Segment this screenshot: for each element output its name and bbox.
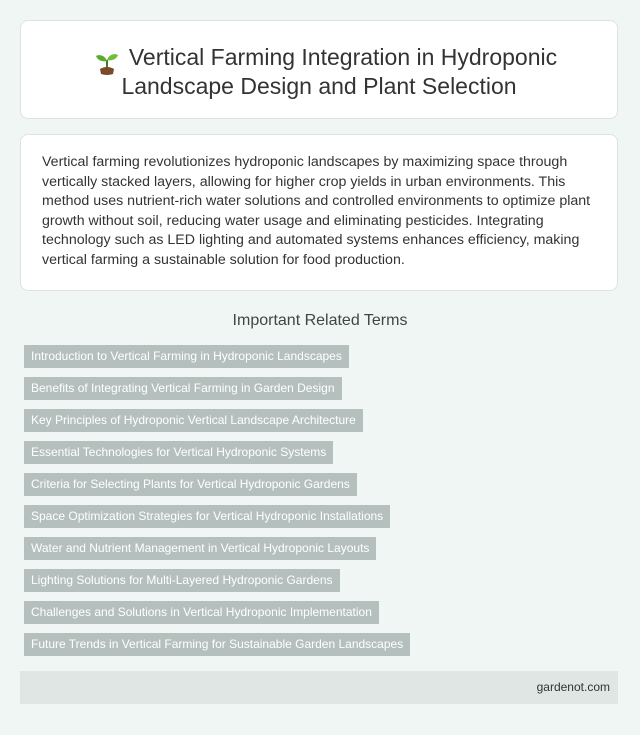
term-tag[interactable]: Water and Nutrient Management in Vertical Hydroponic Layouts (24, 537, 376, 560)
term-tag[interactable]: Future Trends in Vertical Farming for Sustainable Garden Landscapes (24, 633, 410, 656)
term-tag[interactable]: Lighting Solutions for Multi-Layered Hydroponic Gardens (24, 569, 340, 592)
header-card (20, 20, 618, 119)
page-title: Vertical Farming Integration in Hydroponic Landscape Design and Plant Selection (121, 44, 558, 99)
term-tag[interactable]: Introduction to Vertical Farming in Hydroponic Landscapes (24, 345, 349, 368)
term-tag[interactable]: Benefits of Integrating Vertical Farming in Garden Design (24, 377, 342, 400)
footer-site-link[interactable]: gardenot.com (536, 680, 610, 694)
intro-paragraph: Vertical farming revolutionizes hydroponic landscapes by maximizing space through vertically stacked layers, allowing for higher crop yields in urban environments. This method uses nutrient-rich water solutions and controlled environments to optimize plant growth without soil, reducing water usage and eliminating pesticides. Integrating technology such as LED lighting and automated systems enhances efficiency, making vertical farming a sustainable solution for food production. (42, 154, 591, 268)
related-terms-heading: Important Related Terms (232, 312, 408, 329)
footer-bar (20, 671, 618, 704)
term-tag[interactable]: Criteria for Selecting Plants for Vertical Hydroponic Gardens (24, 473, 357, 496)
intro-card (20, 134, 618, 291)
term-tag[interactable]: Essential Technologies for Vertical Hydroponic Systems (24, 441, 333, 464)
related-terms-list (24, 345, 410, 665)
term-tag[interactable]: Key Principles of Hydroponic Vertical Landscape Architecture (24, 409, 363, 432)
term-tag[interactable]: Space Optimization Strategies for Vertical Hydroponic Installations (24, 505, 390, 528)
term-tag[interactable]: Challenges and Solutions in Vertical Hydroponic Implementation (24, 601, 379, 624)
